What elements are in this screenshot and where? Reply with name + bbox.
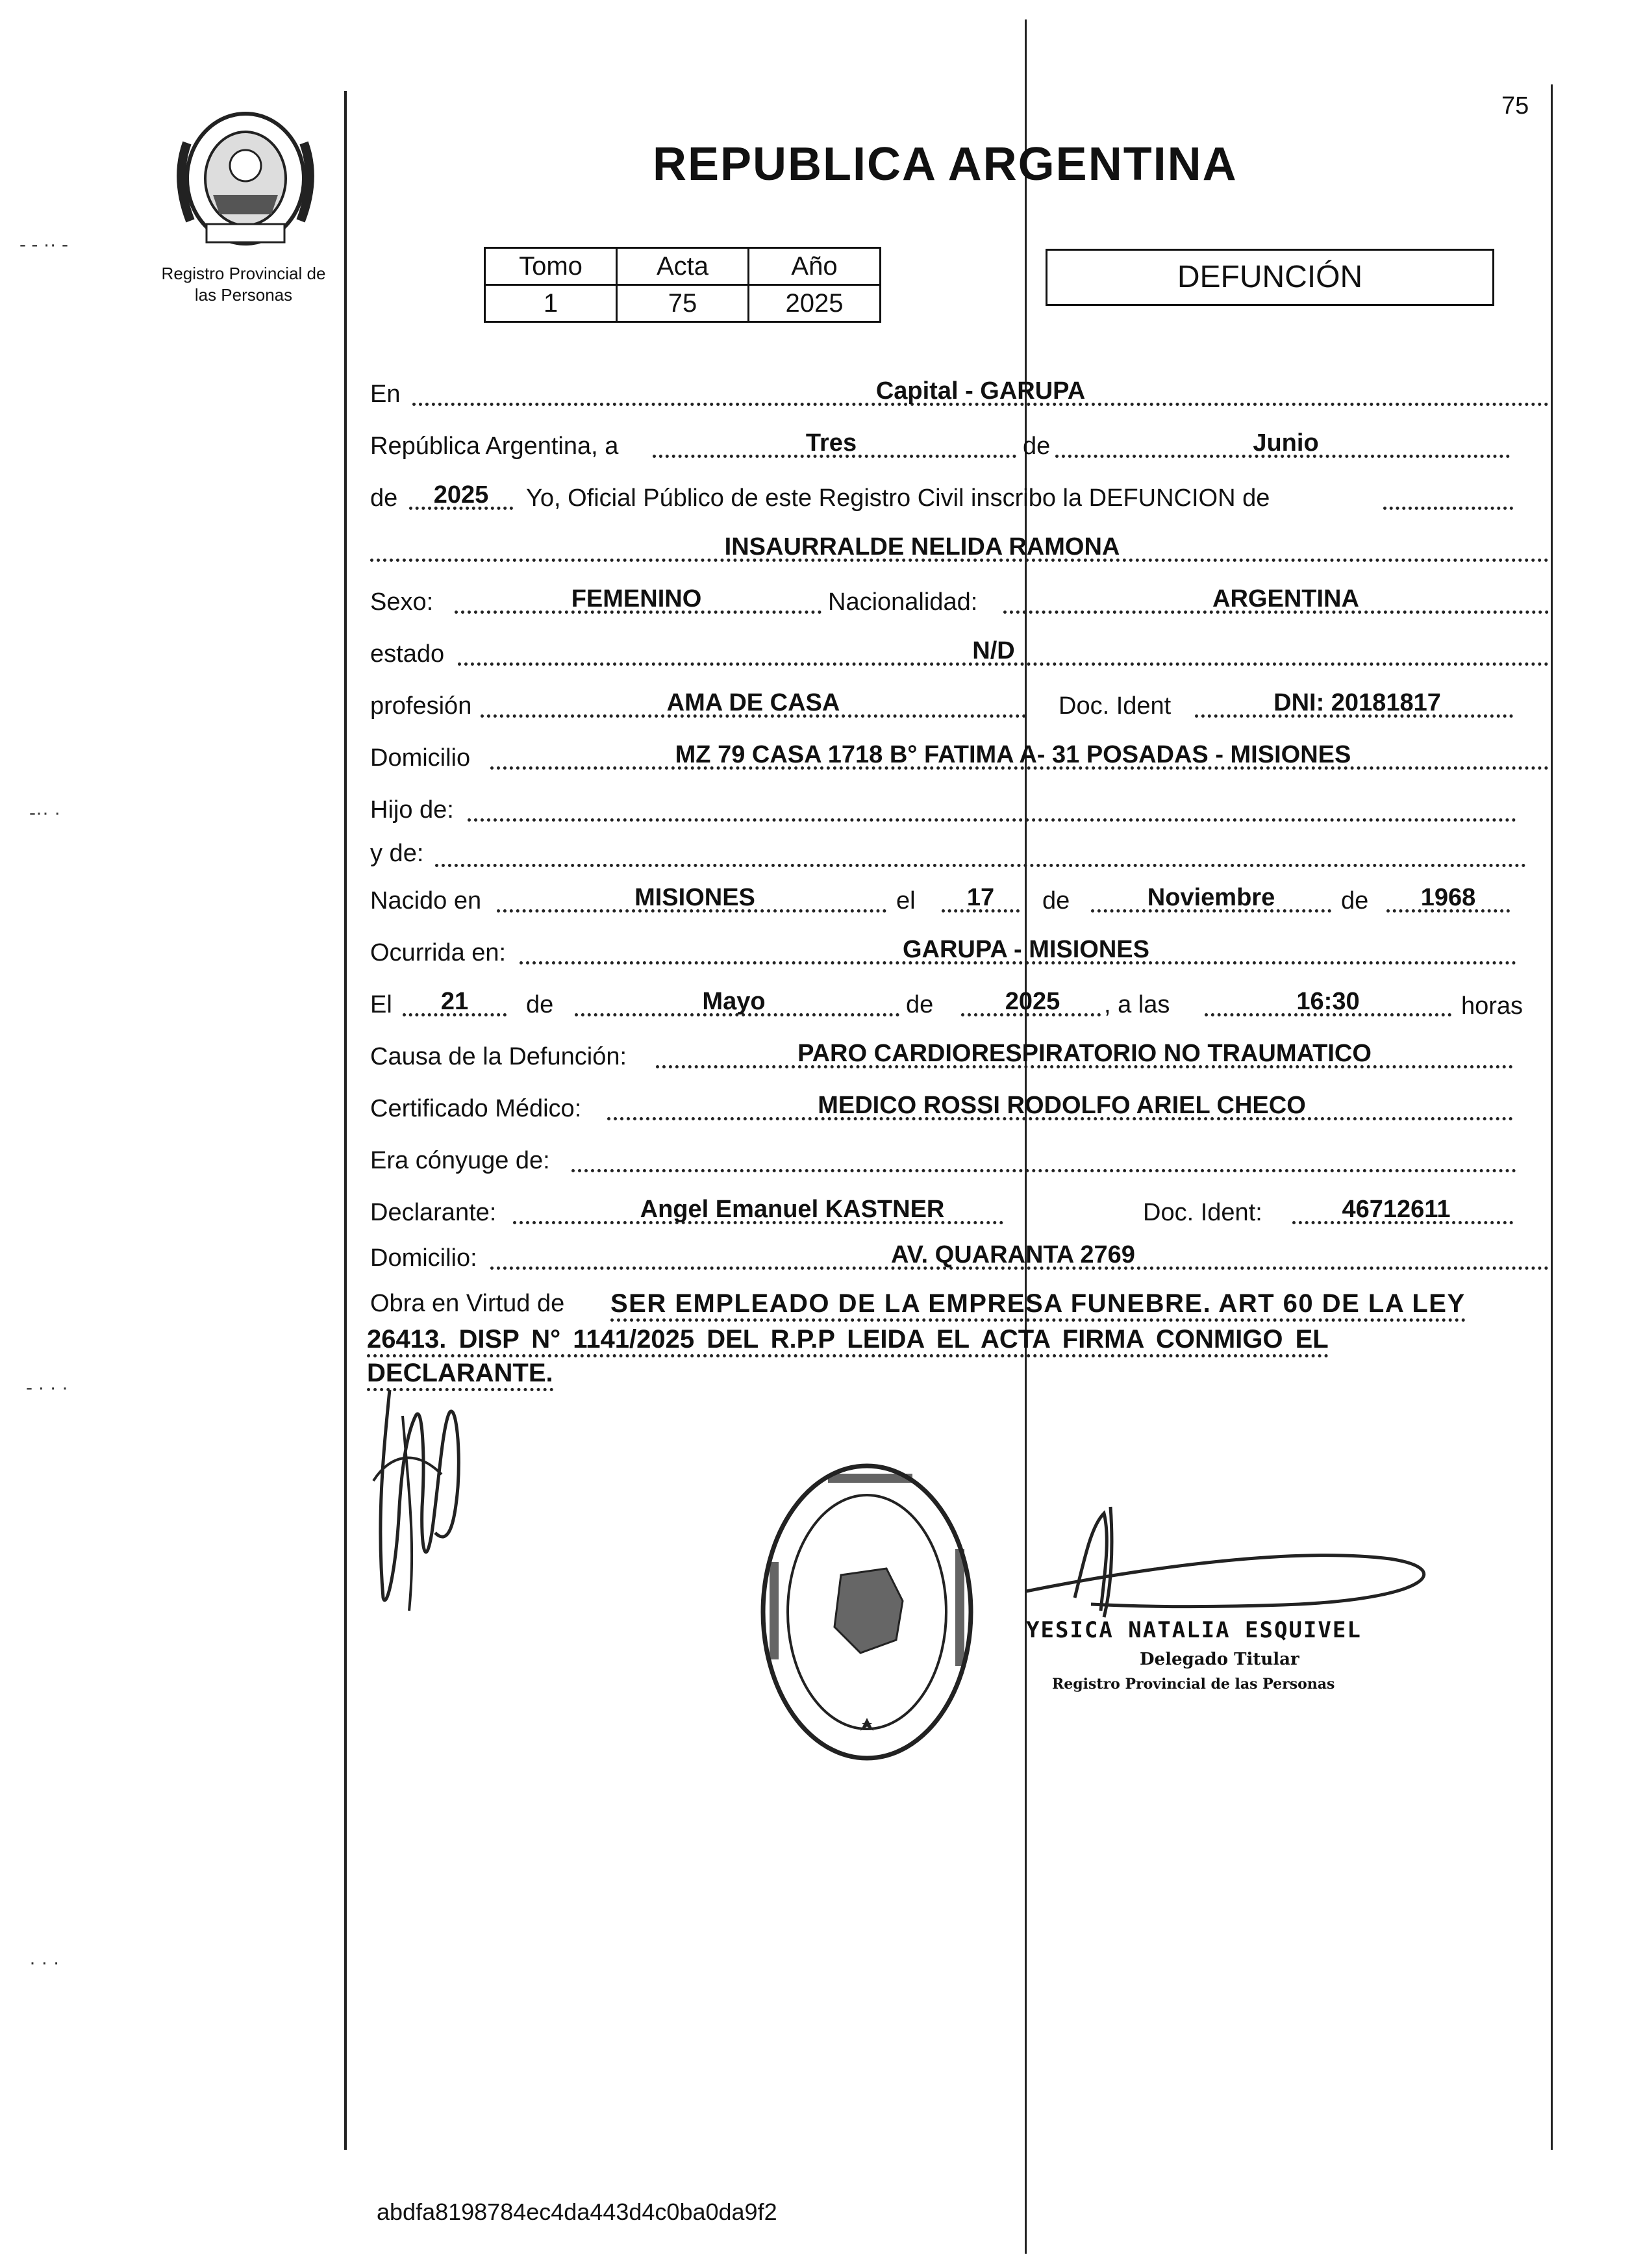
el-label: el bbox=[896, 887, 916, 914]
death-month: Mayo bbox=[702, 988, 766, 1015]
en-value: Capital - GARUPA bbox=[875, 377, 1086, 405]
declarante-label: Declarante: bbox=[370, 1199, 497, 1226]
day-words: Tres bbox=[805, 429, 857, 457]
registry-stamp bbox=[757, 1458, 977, 1767]
de-label: de bbox=[1023, 433, 1051, 460]
causa-label: Causa de la Defunción: bbox=[370, 1043, 627, 1070]
declarant-signature bbox=[364, 1377, 494, 1624]
reference-table bbox=[484, 247, 881, 323]
doc-ident-label: Doc. Ident bbox=[1059, 692, 1172, 720]
birth-de-label-2: de bbox=[1341, 887, 1369, 914]
conyuge-label: Era cónyuge de: bbox=[370, 1147, 550, 1174]
certificado-label: Certificado Médico: bbox=[370, 1095, 582, 1122]
scan-speck: - · · · bbox=[26, 1377, 68, 1398]
yde-dotted-line bbox=[435, 864, 1526, 867]
birth-month: Noviembre bbox=[1147, 884, 1275, 911]
El-label: El bbox=[370, 991, 392, 1018]
ocurrida-label: Ocurrida en: bbox=[370, 939, 507, 966]
obra-label: Obra en Virtud de bbox=[370, 1290, 565, 1317]
death-de-label-2: de bbox=[906, 991, 934, 1018]
left-margin-line bbox=[344, 91, 347, 2150]
certificado-value: MEDICO ROSSI RODOLFO ARIEL CHECO bbox=[818, 1092, 1306, 1119]
profesion-value: AMA DE CASA bbox=[666, 689, 840, 716]
profesion-label: profesión bbox=[370, 692, 472, 720]
province-seal-emblem bbox=[161, 104, 330, 253]
nacido-label: Nacido en bbox=[370, 887, 482, 914]
death-year: 2025 bbox=[1005, 988, 1060, 1015]
official-title: Delegado Titular bbox=[1140, 1650, 1299, 1669]
doc-ident2-value: 46712611 bbox=[1342, 1196, 1451, 1223]
official-office: Registro Provincial de las Personas bbox=[1052, 1676, 1335, 1693]
ref-value-acta: 75 bbox=[617, 285, 749, 322]
nacionalidad-label: Nacionalidad: bbox=[828, 588, 978, 616]
scan-speck: - - ·· - bbox=[19, 234, 68, 255]
oficial-dotted-line bbox=[1383, 507, 1513, 510]
ref-header-tomo: Tomo bbox=[485, 248, 617, 285]
domicilio2-label: Domicilio: bbox=[370, 1244, 477, 1272]
birth-day: 17 bbox=[966, 884, 995, 911]
registry-name bbox=[127, 263, 360, 305]
conyuge-dotted-line bbox=[571, 1169, 1516, 1172]
domicilio2-value: AV. QUARANTA 2769 bbox=[891, 1241, 1135, 1268]
obra-line-2: 26413. DISP N° 1141/2025 DEL R.P.P LEIDA EL ACTA FIRMA CONMIGO EL bbox=[367, 1325, 1329, 1357]
death-time: 16:30 bbox=[1296, 988, 1360, 1015]
republica-label: República Argentina, a bbox=[370, 433, 619, 460]
horas-label: horas bbox=[1461, 992, 1523, 1020]
sexo-label: Sexo: bbox=[370, 588, 434, 616]
de2-label: de bbox=[370, 485, 398, 512]
registry-line-2: las Personas bbox=[194, 284, 293, 305]
birth-de-label-1: de bbox=[1042, 887, 1070, 914]
registry-line-1: Registro Provincial de bbox=[161, 264, 326, 283]
doc-ident-value: DNI: 20181817 bbox=[1273, 689, 1441, 716]
country-title: REPUBLICA ARGENTINA bbox=[653, 138, 1238, 190]
estado-value: N/D bbox=[972, 637, 1015, 664]
official-name: YESICA NATALIA ESQUIVEL bbox=[1026, 1617, 1362, 1643]
causa-value: PARO CARDIORESPIRATORIO NO TRAUMATICO bbox=[797, 1040, 1372, 1067]
ref-value-anio: 2025 bbox=[749, 285, 881, 322]
death-de-label-1: de bbox=[526, 991, 554, 1018]
official-signature bbox=[1026, 1500, 1455, 1624]
obra-line-1: SER EMPLEADO DE LA EMPRESA FUNEBRE. ART 60 DE LA LEY bbox=[610, 1289, 1466, 1322]
alas-label: , a las bbox=[1104, 991, 1170, 1018]
scan-speck: -·· · bbox=[29, 802, 61, 824]
month-value: Junio bbox=[1253, 429, 1319, 457]
domicilio-label: Domicilio bbox=[370, 744, 471, 772]
ref-value-tomo: 1 bbox=[485, 285, 617, 322]
death-day: 21 bbox=[440, 988, 469, 1015]
scan-speck: · · · bbox=[29, 1952, 60, 1973]
nacionalidad-value: ARGENTINA bbox=[1212, 585, 1359, 612]
deceased-name: INSAURRALDE NELIDA RAMONA bbox=[724, 533, 1120, 561]
birth-year: 1968 bbox=[1420, 884, 1476, 911]
en-label: En bbox=[370, 381, 401, 408]
doc-ident2-label: Doc. Ident: bbox=[1143, 1199, 1262, 1226]
page-number: 75 bbox=[1501, 92, 1529, 120]
hijo-label: Hijo de: bbox=[370, 796, 454, 824]
yde-label: y de: bbox=[370, 840, 424, 867]
oficial-text: Yo, Oficial Público de este Registro Civil inscribo la DEFUNCION de bbox=[526, 485, 1270, 512]
estado-label: estado bbox=[370, 640, 445, 668]
sexo-value: FEMENINO bbox=[571, 585, 702, 612]
fold-line bbox=[1025, 19, 1027, 2254]
document-hash: abdfa8198784ec4da443d4c0ba0da9f2 bbox=[377, 2199, 777, 2225]
year-value: 2025 bbox=[433, 481, 489, 509]
obra-line-3: DECLARANTE. bbox=[367, 1359, 553, 1391]
ref-header-acta: Acta bbox=[617, 248, 749, 285]
domicilio-value: MZ 79 CASA 1718 B° FATIMA A- 31 POSADAS - MISIONES bbox=[675, 741, 1351, 768]
document-type-box: DEFUNCIÓN bbox=[1046, 249, 1494, 306]
right-margin-line bbox=[1551, 84, 1553, 2150]
hijo-dotted-line bbox=[468, 818, 1516, 822]
ref-header-anio: Año bbox=[749, 248, 881, 285]
declarante-value: Angel Emanuel KASTNER bbox=[640, 1196, 945, 1223]
nacido-value: MISIONES bbox=[634, 884, 755, 911]
ocurrida-value: GARUPA - MISIONES bbox=[902, 936, 1150, 963]
